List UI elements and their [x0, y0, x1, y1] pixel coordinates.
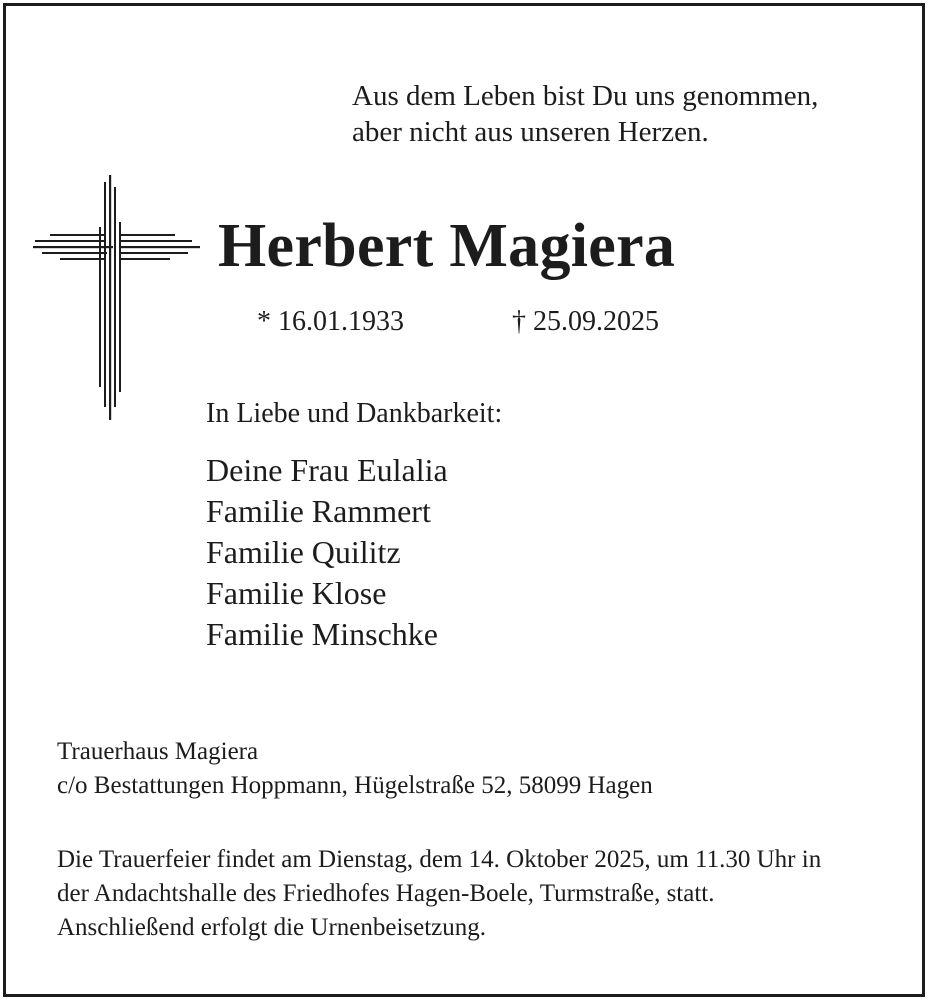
- mourner-item: Familie Minschke: [206, 616, 438, 652]
- motto-line: Aus dem Leben bist Du uns genommen,: [352, 80, 819, 112]
- mourners-list: [206, 450, 448, 655]
- birth-date: * 16.01.1933: [257, 306, 404, 337]
- cross-icon: [30, 172, 205, 422]
- funeral-line: Die Trauerfeier findet am Dienstag, dem 14. Oktober 2025, um 11.30 Uhr in: [57, 846, 822, 873]
- dedication-line: In Liebe und Dankbarkeit:: [206, 398, 503, 429]
- funeral-notice: [57, 843, 821, 945]
- address-line: c/o Bestattungen Hoppmann, Hügelstraße 52, 58099 Hagen: [57, 772, 653, 799]
- mourner-item: Familie Rammert: [206, 493, 431, 529]
- funeral-line: Anschließend erfolgt die Urnenbeisetzung.: [57, 914, 487, 941]
- funeral-line: der Andachtshalle des Friedhofes Hagen-Boele, Turmstraße, statt.: [57, 880, 715, 907]
- motto-quote: [352, 78, 818, 150]
- motto-line: aber nicht aus unseren Herzen.: [352, 116, 709, 148]
- deceased-name: Herbert Magiera: [218, 212, 676, 280]
- mourning-house-address: [57, 735, 653, 803]
- death-date: † 25.09.2025: [512, 306, 659, 337]
- mourner-item: Familie Quilitz: [206, 534, 401, 570]
- mourner-item: Deine Frau Eulalia: [206, 452, 448, 488]
- address-line: Trauerhaus Magiera: [57, 738, 259, 765]
- mourner-item: Familie Klose: [206, 575, 387, 611]
